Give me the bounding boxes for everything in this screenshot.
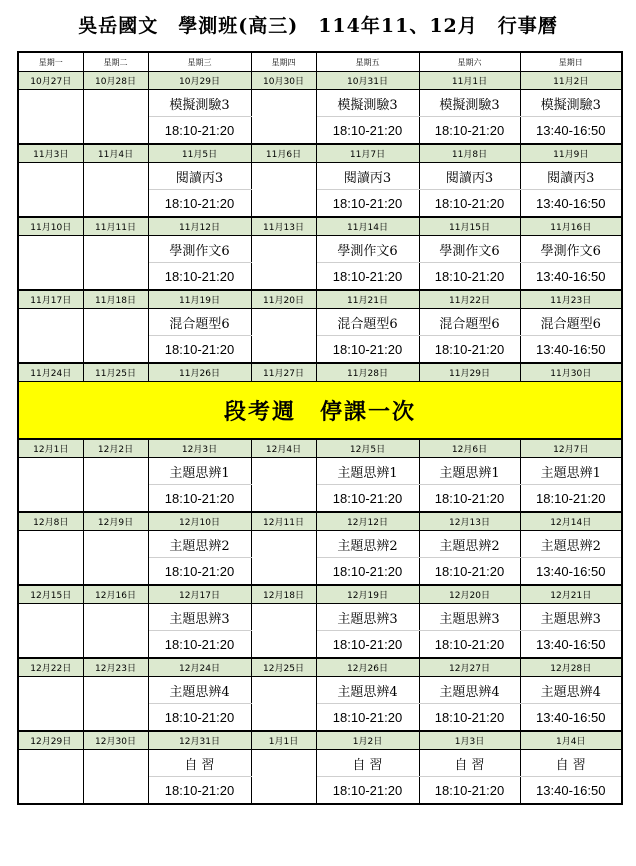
event-name: 主題思辨1 — [316, 458, 419, 485]
empty-cell — [251, 458, 316, 485]
date-cell: 12月11日 — [251, 512, 316, 531]
empty-cell — [251, 777, 316, 805]
date-cell: 11月5日 — [148, 144, 251, 163]
empty-cell — [18, 704, 83, 732]
date-cell: 12月22日 — [18, 658, 83, 677]
empty-cell — [83, 485, 148, 513]
empty-cell — [251, 677, 316, 704]
event-name: 主題思辨1 — [520, 458, 622, 485]
event-name: 閱讀丙3 — [148, 163, 251, 190]
weekday-header: 星期三 — [148, 52, 251, 72]
event-name: 主題思辨4 — [316, 677, 419, 704]
date-cell: 10月31日 — [316, 72, 419, 90]
event-name-row — [18, 163, 622, 190]
date-cell: 11月19日 — [148, 290, 251, 309]
date-cell: 11月26日 — [148, 363, 251, 382]
event-name: 主題思辨2 — [419, 531, 520, 558]
event-time-row — [18, 190, 622, 218]
event-name: 主題思辨4 — [419, 677, 520, 704]
event-time: 18:10-21:20 — [419, 558, 520, 586]
event-name: 主題思辨4 — [520, 677, 622, 704]
empty-cell — [83, 704, 148, 732]
event-time: 18:10-21:20 — [148, 777, 251, 805]
empty-cell — [251, 263, 316, 291]
date-cell: 11月10日 — [18, 217, 83, 236]
event-time: 13:40-16:50 — [520, 263, 622, 291]
empty-cell — [83, 677, 148, 704]
date-cell: 12月29日 — [18, 731, 83, 750]
event-time: 18:10-21:20 — [148, 190, 251, 218]
empty-cell — [251, 90, 316, 117]
date-cell: 12月10日 — [148, 512, 251, 531]
date-cell: 12月20日 — [419, 585, 520, 604]
empty-cell — [18, 263, 83, 291]
date-cell: 11月7日 — [316, 144, 419, 163]
empty-cell — [18, 190, 83, 218]
empty-cell — [18, 604, 83, 631]
event-time: 18:10-21:20 — [316, 631, 419, 659]
date-cell: 11月15日 — [419, 217, 520, 236]
event-name-row — [18, 750, 622, 777]
event-name: 學測作文6 — [316, 236, 419, 263]
empty-cell — [83, 236, 148, 263]
empty-cell — [251, 531, 316, 558]
date-row — [18, 72, 622, 90]
event-time: 18:10-21:20 — [148, 117, 251, 145]
empty-cell — [83, 309, 148, 336]
event-name: 主題思辨3 — [316, 604, 419, 631]
empty-cell — [18, 485, 83, 513]
empty-cell — [18, 458, 83, 485]
date-cell: 11月1日 — [419, 72, 520, 90]
event-name-row — [18, 677, 622, 704]
empty-cell — [83, 558, 148, 586]
date-cell: 10月27日 — [18, 72, 83, 90]
event-time-row — [18, 263, 622, 291]
event-time: 18:10-21:20 — [148, 558, 251, 586]
date-cell: 12月13日 — [419, 512, 520, 531]
event-name-row — [18, 236, 622, 263]
date-row — [18, 439, 622, 458]
event-time: 18:10-21:20 — [316, 117, 419, 145]
empty-cell — [83, 777, 148, 805]
event-name: 主題思辨3 — [520, 604, 622, 631]
event-name: 模擬測驗3 — [316, 90, 419, 117]
date-row — [18, 363, 622, 382]
empty-cell — [83, 604, 148, 631]
date-cell: 12月7日 — [520, 439, 622, 458]
empty-cell — [251, 236, 316, 263]
event-name: 主題思辨2 — [148, 531, 251, 558]
empty-cell — [251, 190, 316, 218]
empty-cell — [83, 631, 148, 659]
event-name: 模擬測驗3 — [520, 90, 622, 117]
date-cell: 11月21日 — [316, 290, 419, 309]
date-cell: 11月11日 — [83, 217, 148, 236]
date-cell: 12月30日 — [83, 731, 148, 750]
event-name: 混合題型6 — [148, 309, 251, 336]
date-cell: 12月12日 — [316, 512, 419, 531]
date-cell: 11月8日 — [419, 144, 520, 163]
event-time-row — [18, 336, 622, 364]
date-cell: 11月27日 — [251, 363, 316, 382]
date-cell: 12月1日 — [18, 439, 83, 458]
event-name: 主題思辨3 — [419, 604, 520, 631]
event-name: 學測作文6 — [520, 236, 622, 263]
date-cell: 12月2日 — [83, 439, 148, 458]
event-time: 18:10-21:20 — [316, 336, 419, 364]
empty-cell — [18, 117, 83, 145]
date-cell: 10月29日 — [148, 72, 251, 90]
date-cell: 12月15日 — [18, 585, 83, 604]
event-time: 13:40-16:50 — [520, 336, 622, 364]
date-cell: 11月20日 — [251, 290, 316, 309]
empty-cell — [83, 90, 148, 117]
date-cell: 12月18日 — [251, 585, 316, 604]
event-name-row — [18, 604, 622, 631]
empty-cell — [83, 458, 148, 485]
date-cell: 1月2日 — [316, 731, 419, 750]
event-time-row — [18, 631, 622, 659]
event-name: 學測作文6 — [419, 236, 520, 263]
date-cell: 10月28日 — [83, 72, 148, 90]
event-time: 13:40-16:50 — [520, 704, 622, 732]
event-name: 閱讀丙3 — [316, 163, 419, 190]
date-cell: 12月4日 — [251, 439, 316, 458]
event-time: 18:10-21:20 — [316, 704, 419, 732]
weekday-header: 星期日 — [520, 52, 622, 72]
date-cell: 12月21日 — [520, 585, 622, 604]
date-cell: 12月5日 — [316, 439, 419, 458]
date-row — [18, 731, 622, 750]
empty-cell — [83, 336, 148, 364]
empty-cell — [18, 531, 83, 558]
date-cell: 11月25日 — [83, 363, 148, 382]
page-title: 吳岳國文 學測班(高三) 114年11、12月 行事曆 — [78, 15, 558, 37]
event-name: 混合題型6 — [419, 309, 520, 336]
event-time: 18:10-21:20 — [419, 704, 520, 732]
date-cell: 12月26日 — [316, 658, 419, 677]
empty-cell — [251, 485, 316, 513]
date-cell: 11月2日 — [520, 72, 622, 90]
empty-cell — [83, 190, 148, 218]
event-name-row — [18, 90, 622, 117]
event-time: 13:40-16:50 — [520, 777, 622, 805]
date-cell: 12月31日 — [148, 731, 251, 750]
empty-cell — [18, 750, 83, 777]
date-cell: 12月27日 — [419, 658, 520, 677]
event-time: 13:40-16:50 — [520, 558, 622, 586]
event-time: 18:10-21:20 — [148, 485, 251, 513]
empty-cell — [251, 604, 316, 631]
event-name: 閱讀丙3 — [419, 163, 520, 190]
event-name-row — [18, 531, 622, 558]
event-time: 18:10-21:20 — [419, 263, 520, 291]
event-name: 主題思辨4 — [148, 677, 251, 704]
event-time: 18:10-21:20 — [419, 190, 520, 218]
empty-cell — [18, 677, 83, 704]
weekday-header: 星期一 — [18, 52, 83, 72]
empty-cell — [18, 631, 83, 659]
date-cell: 12月25日 — [251, 658, 316, 677]
empty-cell — [251, 558, 316, 586]
event-time: 13:40-16:50 — [520, 631, 622, 659]
date-cell: 12月17日 — [148, 585, 251, 604]
event-time-row — [18, 777, 622, 805]
date-cell: 1月3日 — [419, 731, 520, 750]
event-time: 18:10-21:20 — [316, 777, 419, 805]
date-cell: 12月16日 — [83, 585, 148, 604]
date-cell: 11月17日 — [18, 290, 83, 309]
event-name: 主題思辨3 — [148, 604, 251, 631]
event-name: 主題思辨2 — [316, 531, 419, 558]
event-time: 18:10-21:20 — [419, 631, 520, 659]
event-time-row — [18, 485, 622, 513]
date-row — [18, 290, 622, 309]
weekday-header-row — [18, 52, 622, 72]
event-time: 18:10-21:20 — [148, 704, 251, 732]
event-name: 自 習 — [419, 750, 520, 777]
date-cell: 12月23日 — [83, 658, 148, 677]
event-name-row — [18, 309, 622, 336]
exam-week-banner: 段考週 停課一次 — [18, 382, 622, 440]
date-cell: 11月14日 — [316, 217, 419, 236]
empty-cell — [83, 163, 148, 190]
event-name: 自 習 — [316, 750, 419, 777]
date-cell: 11月28日 — [316, 363, 419, 382]
event-time-row — [18, 117, 622, 145]
event-time: 18:10-21:20 — [148, 631, 251, 659]
date-cell: 12月6日 — [419, 439, 520, 458]
date-cell: 12月24日 — [148, 658, 251, 677]
empty-cell — [83, 750, 148, 777]
date-cell: 11月16日 — [520, 217, 622, 236]
date-row — [18, 217, 622, 236]
date-cell: 11月22日 — [419, 290, 520, 309]
event-name: 學測作文6 — [148, 236, 251, 263]
empty-cell — [83, 263, 148, 291]
date-cell: 11月24日 — [18, 363, 83, 382]
event-name: 主題思辨1 — [419, 458, 520, 485]
empty-cell — [18, 558, 83, 586]
empty-cell — [83, 117, 148, 145]
date-cell: 11月29日 — [419, 363, 520, 382]
event-time: 18:10-21:20 — [419, 485, 520, 513]
date-row — [18, 144, 622, 163]
event-name: 自 習 — [148, 750, 251, 777]
event-time: 18:10-21:20 — [316, 558, 419, 586]
event-name: 閱讀丙3 — [520, 163, 622, 190]
empty-cell — [251, 750, 316, 777]
date-cell: 11月13日 — [251, 217, 316, 236]
date-cell: 11月12日 — [148, 217, 251, 236]
empty-cell — [251, 704, 316, 732]
event-time-row — [18, 558, 622, 586]
date-cell: 12月9日 — [83, 512, 148, 531]
event-time: 18:10-21:20 — [148, 263, 251, 291]
date-cell: 11月9日 — [520, 144, 622, 163]
empty-cell — [251, 336, 316, 364]
event-time: 18:10-21:20 — [148, 336, 251, 364]
weekday-header: 星期五 — [316, 52, 419, 72]
empty-cell — [18, 777, 83, 805]
date-cell: 12月8日 — [18, 512, 83, 531]
date-cell: 10月30日 — [251, 72, 316, 90]
calendar-table — [17, 51, 623, 805]
event-time: 18:10-21:20 — [316, 485, 419, 513]
event-time: 18:10-21:20 — [316, 263, 419, 291]
weekday-header: 星期二 — [83, 52, 148, 72]
date-cell: 1月4日 — [520, 731, 622, 750]
date-cell: 11月18日 — [83, 290, 148, 309]
empty-cell — [251, 309, 316, 336]
event-name-row — [18, 458, 622, 485]
event-name: 混合題型6 — [520, 309, 622, 336]
event-time: 18:10-21:20 — [520, 485, 622, 513]
event-name: 自 習 — [520, 750, 622, 777]
date-cell: 11月30日 — [520, 363, 622, 382]
weekday-header: 星期六 — [419, 52, 520, 72]
exam-week-row — [18, 382, 622, 440]
date-row — [18, 585, 622, 604]
event-name: 主題思辨2 — [520, 531, 622, 558]
event-time: 13:40-16:50 — [520, 117, 622, 145]
date-cell: 11月3日 — [18, 144, 83, 163]
empty-cell — [18, 336, 83, 364]
date-cell: 11月4日 — [83, 144, 148, 163]
event-name: 模擬測驗3 — [419, 90, 520, 117]
date-cell: 12月28日 — [520, 658, 622, 677]
date-row — [18, 658, 622, 677]
event-time: 18:10-21:20 — [419, 336, 520, 364]
event-time: 18:10-21:20 — [316, 190, 419, 218]
date-cell: 12月19日 — [316, 585, 419, 604]
empty-cell — [83, 531, 148, 558]
empty-cell — [251, 117, 316, 145]
event-name: 主題思辨1 — [148, 458, 251, 485]
date-cell: 11月6日 — [251, 144, 316, 163]
empty-cell — [251, 163, 316, 190]
event-time-row — [18, 704, 622, 732]
date-cell: 1月1日 — [251, 731, 316, 750]
empty-cell — [18, 90, 83, 117]
event-time: 13:40-16:50 — [520, 190, 622, 218]
empty-cell — [18, 236, 83, 263]
date-cell: 12月3日 — [148, 439, 251, 458]
event-name: 模擬測驗3 — [148, 90, 251, 117]
empty-cell — [18, 163, 83, 190]
weekday-header: 星期四 — [251, 52, 316, 72]
calendar-body — [18, 52, 622, 804]
date-cell: 11月23日 — [520, 290, 622, 309]
event-name: 混合題型6 — [316, 309, 419, 336]
empty-cell — [18, 309, 83, 336]
empty-cell — [251, 631, 316, 659]
event-time: 18:10-21:20 — [419, 117, 520, 145]
date-row — [18, 512, 622, 531]
event-time: 18:10-21:20 — [419, 777, 520, 805]
date-cell: 12月14日 — [520, 512, 622, 531]
